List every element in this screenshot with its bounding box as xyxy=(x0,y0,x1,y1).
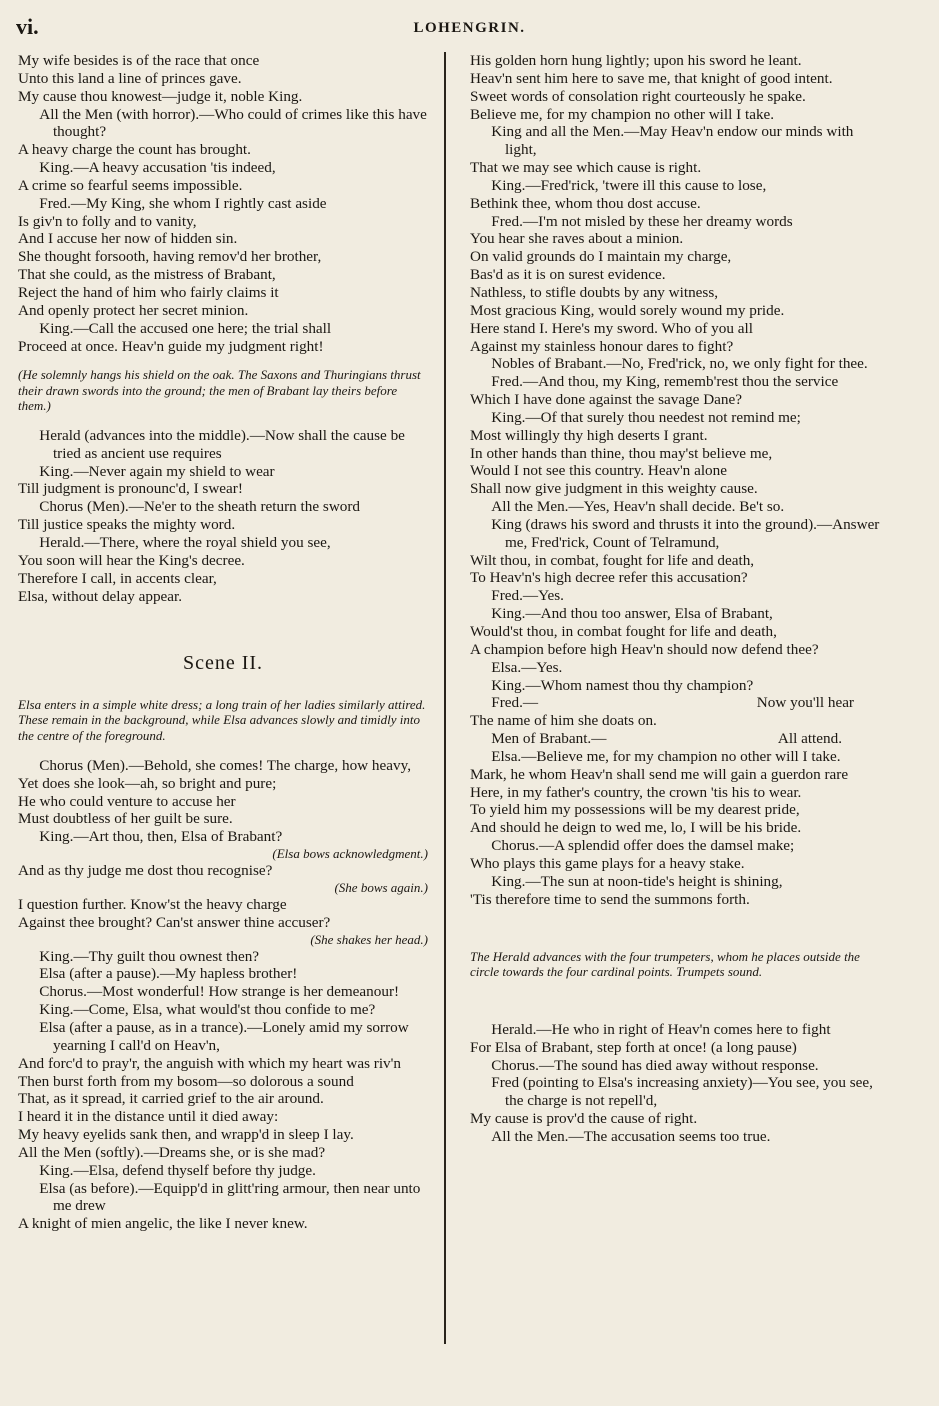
speech-line: Fred.—I'm not misled by these her dreamy words xyxy=(491,212,793,230)
verse-line: 'Tis therefore time to send the summons forth. xyxy=(470,890,750,908)
verse-line: Mark, he whom Heav'n shall send me will gain a guerdon rare xyxy=(470,765,849,783)
verse-line: Would'st thou, in combat fought for life and death, xyxy=(470,623,777,640)
verse-line: And should he deign to wed me, lo, I will be his bride. xyxy=(470,819,802,837)
verse-line: Yet does she look—ah, so bright and pure; xyxy=(18,774,277,792)
stage-aside: (She bows again.) xyxy=(334,879,428,895)
verse-line: My cause thou knowest—judge it, noble King. xyxy=(18,87,303,105)
verse-line: Most willingly thy high deserts I grant. xyxy=(470,426,708,444)
speech-line: Herald (advances into the middle).—Now shall the cause be tried as ancient use requires xyxy=(39,426,405,462)
stage-direction: The Herald advances with the four trumpeters, whom he places outside the circle towards the four cardinal points. Trumpets sound. xyxy=(470,948,860,979)
speech-line: Chorus.—The sound has died away without response. xyxy=(491,1056,819,1074)
speech-line: King.—Never again my shield to wear xyxy=(39,462,275,480)
speech-line: King.—And thou too answer, Elsa of Brabant, xyxy=(491,605,773,623)
speech-line: King.—Fred'rick, 'twere ill this cause to lose, xyxy=(491,176,767,194)
verse-line: Most gracious King, would sorely wound my pride. xyxy=(470,301,785,319)
speech-line: Herald.—There, where the royal shield you see, xyxy=(39,534,331,552)
speech-line: Elsa (after a pause, as in a trance).—Lonely amid my sorrow yearning I call'd on Heav'n, xyxy=(39,1018,409,1054)
verse-line: And I accuse her now of hidden sin. xyxy=(18,230,238,248)
speech-line: Fred.—Yes. xyxy=(491,587,564,605)
verse-line: And as thy judge me dost thou recognise? xyxy=(18,862,273,880)
stage-aside: (She shakes her head.) xyxy=(310,931,428,947)
speech-line: Chorus (Men).—Behold, she comes! The charge, how heavy, xyxy=(39,756,412,774)
verse-line: To yield him my possessions will be my dearest pride, xyxy=(470,801,800,819)
speech-line: King.—Whom namest thou thy champion? xyxy=(491,676,754,694)
verse-line: You hear she raves about a minion. xyxy=(470,230,684,248)
speech-line: King (draws his sword and thrusts it into the ground).—Answer me, Fred'rick, Count of Telramund, xyxy=(491,515,880,551)
verse-line: Then burst forth from my bosom—so dolorous a sound xyxy=(18,1072,354,1090)
verse-line: He who could venture to accuse her xyxy=(18,792,236,810)
verse-line: I heard it in the distance until it died away: xyxy=(18,1108,279,1126)
verse-line: And openly protect her secret minion. xyxy=(18,301,249,319)
verse-line: I question further. Know'st the heavy charge xyxy=(18,895,287,913)
speech-line: Chorus.—A splendid offer does the damsel make; xyxy=(491,837,795,855)
verse-line: Bas'd as it is on surest evidence. xyxy=(470,266,666,284)
verse-line: Here stand I. Here's my sword. Who of you all xyxy=(470,319,753,337)
speech-line: King.—A heavy accusation 'tis indeed, xyxy=(39,159,276,177)
split-line-reply: Now you'll hear xyxy=(756,694,854,712)
verse-line: My wife besides is of the race that once xyxy=(18,52,260,69)
verse-line: A champion before high Heav'n should now defend thee? xyxy=(470,640,819,658)
verse-line: Therefore I call, in accents clear, xyxy=(18,569,217,587)
verse-line: You soon will hear the King's decree. xyxy=(18,551,245,569)
speech-line: All the Men.—The accusation seems too true. xyxy=(491,1127,771,1145)
verse-line: That we may see which cause is right. xyxy=(470,159,702,177)
running-title: LOHENGRIN. xyxy=(413,20,526,36)
verse-line: Till justice speaks the mighty word. xyxy=(18,516,236,534)
speech-line: All the Men (with horror).—Who could of crimes like this have thought? xyxy=(39,105,427,141)
speech-line: King.—The sun at noon-tide's height is shining, xyxy=(491,872,783,890)
verse-line: Elsa, without delay appear. xyxy=(18,587,183,605)
verse-line: Must doubtless of her guilt be sure. xyxy=(18,810,233,828)
verse-line: She thought forsooth, having remov'd her brother, xyxy=(18,248,322,266)
verse-line: Sweet words of consolation right courteously he spake. xyxy=(470,87,806,105)
verse-line: Shall now give judgment in this weighty cause. xyxy=(470,480,758,498)
verse-line: Unto this land a line of princes gave. xyxy=(18,69,242,87)
left-column xyxy=(18,52,428,1233)
verse-line: Here, in my father's country, the crown 'tis his to wear. xyxy=(470,783,802,801)
split-speech-line xyxy=(470,694,882,712)
stage-aside: (Elsa bows acknowledgment.) xyxy=(272,846,428,862)
split-speech-line xyxy=(470,730,882,748)
speech-line: All the Men.—Yes, Heav'n shall decide. Be't so. xyxy=(491,498,785,516)
verse-line: Believe me, for my champion no other will I take. xyxy=(470,105,775,123)
speech-line: King and all the Men.—May Heav'n endow our minds with light, xyxy=(491,123,854,159)
speech-line: King.—Elsa, defend thyself before thy judge. xyxy=(39,1161,316,1179)
speech-line: Nobles of Brabant.—No, Fred'rick, no, we only fight for thee. xyxy=(491,355,868,373)
verse-line: Who plays this game plays for a heavy stake. xyxy=(470,854,745,872)
verse-line: A crime so fearful seems impossible. xyxy=(18,176,243,194)
split-line-reply: All attend. xyxy=(777,730,842,748)
speech-line: Chorus (Men).—Ne'er to the sheath return the sword xyxy=(39,498,361,516)
verse-line: Which I have done against the savage Dane? xyxy=(470,391,742,409)
right-column xyxy=(470,52,882,1146)
verse-line: Would I not see this country. Heav'n alone xyxy=(470,462,727,480)
verse-line: On valid grounds do I maintain my charge, xyxy=(470,248,732,266)
speech-line: Elsa (after a pause).—My hapless brother! xyxy=(39,965,298,983)
verse-line: Nathless, to stifle doubts by any witness, xyxy=(470,283,719,301)
verse-line: Heav'n sent him here to save me, that knight of good intent. xyxy=(470,69,833,87)
verse-line: Wilt thou, in combat, fought for life and death, xyxy=(470,551,755,569)
scene-heading: Scene II. xyxy=(182,652,264,675)
speech-line: Fred.—My King, she whom I rightly cast aside xyxy=(39,194,327,212)
speaker-cue: Fred.— xyxy=(491,694,539,712)
verse-line: That she could, as the mistress of Brabant, xyxy=(18,266,276,284)
verse-line: His golden horn hung lightly; upon his sword he leant. xyxy=(470,52,802,69)
verse-line: The name of him she doats on. xyxy=(470,712,657,730)
verse-line: Proceed at once. Heav'n guide my judgment right! xyxy=(18,337,324,355)
verse-line: That, as it spread, it carried grief to the air around. xyxy=(18,1090,324,1108)
speech-line: Elsa (as before).—Equipp'd in glitt'ring armour, then near unto me drew xyxy=(39,1179,421,1215)
verse-line: To Heav'n's high decree refer this accusation? xyxy=(470,569,748,587)
speech-line: King.—Call the accused one here; the trial shall xyxy=(39,319,332,337)
verse-line: Against thee brought? Can'st answer thine accuser? xyxy=(18,913,331,931)
verse-line: Reject the hand of him who fairly claims it xyxy=(18,283,279,301)
verse-line: My cause is prov'd the cause of right. xyxy=(470,1110,698,1128)
speech-line: Elsa.—Yes. xyxy=(491,658,563,676)
verse-line: All the Men (softly).—Dreams she, or is she mad? xyxy=(18,1143,326,1161)
speech-line: Chorus.—Most wonderful! How strange is her demeanour! xyxy=(39,983,400,1001)
verse-line: For Elsa of Brabant, step forth at once! (a long pause) xyxy=(470,1038,797,1056)
stage-direction: (He solemnly hangs his shield on the oak. The Saxons and Thuringians thrust their drawn swords into the ground; the men of Brabant lay theirs before them.) xyxy=(18,367,421,413)
verse-line: Till judgment is pronounc'd, I swear! xyxy=(18,480,243,498)
speech-line: Fred.—And thou, my King, rememb'rest thou the service xyxy=(491,373,839,391)
speech-line: King.—Art thou, then, Elsa of Brabant? xyxy=(39,828,283,846)
verse-line: And forc'd to pray'r, the anguish with which my heart was riv'n xyxy=(18,1054,401,1072)
verse-line: In other hands than thine, thou may'st believe me, xyxy=(470,444,773,462)
page-number: vi. xyxy=(16,14,39,39)
speech-line: Elsa.—Believe me, for my champion no other will I take. xyxy=(491,747,841,765)
stage-direction: Elsa enters in a simple white dress; a long train of her ladies similarly attired. These remain in the background, while Elsa advances slowly and timidly into the centre of the foreground. xyxy=(18,697,426,743)
verse-line: A heavy charge the count has brought. xyxy=(18,141,251,159)
speech-line: Fred (pointing to Elsa's increasing anxiety)—You see, you see, the charge is not repell'd, xyxy=(491,1074,873,1110)
speaker-cue: Men of Brabant.— xyxy=(491,730,607,748)
speech-line: Herald.—He who in right of Heav'n comes here to fight xyxy=(491,1020,831,1038)
verse-line: Is giv'n to folly and to vanity, xyxy=(18,212,197,230)
verse-line: A knight of mien angelic, the like I never knew. xyxy=(18,1215,308,1233)
speech-line: King.—Come, Elsa, what would'st thou confide to me? xyxy=(39,1001,376,1019)
column-divider xyxy=(444,52,446,1344)
speech-line: King.—Of that surely thou needest not remind me; xyxy=(491,408,801,426)
verse-line: Bethink thee, whom thou dost accuse. xyxy=(470,194,701,212)
verse-line: Against my stainless honour dares to fight? xyxy=(470,337,734,355)
verse-line: My heavy eyelids sank then, and wrapp'd in sleep I lay. xyxy=(18,1126,354,1144)
speech-line: King.—Thy guilt thou ownest then? xyxy=(39,947,260,965)
